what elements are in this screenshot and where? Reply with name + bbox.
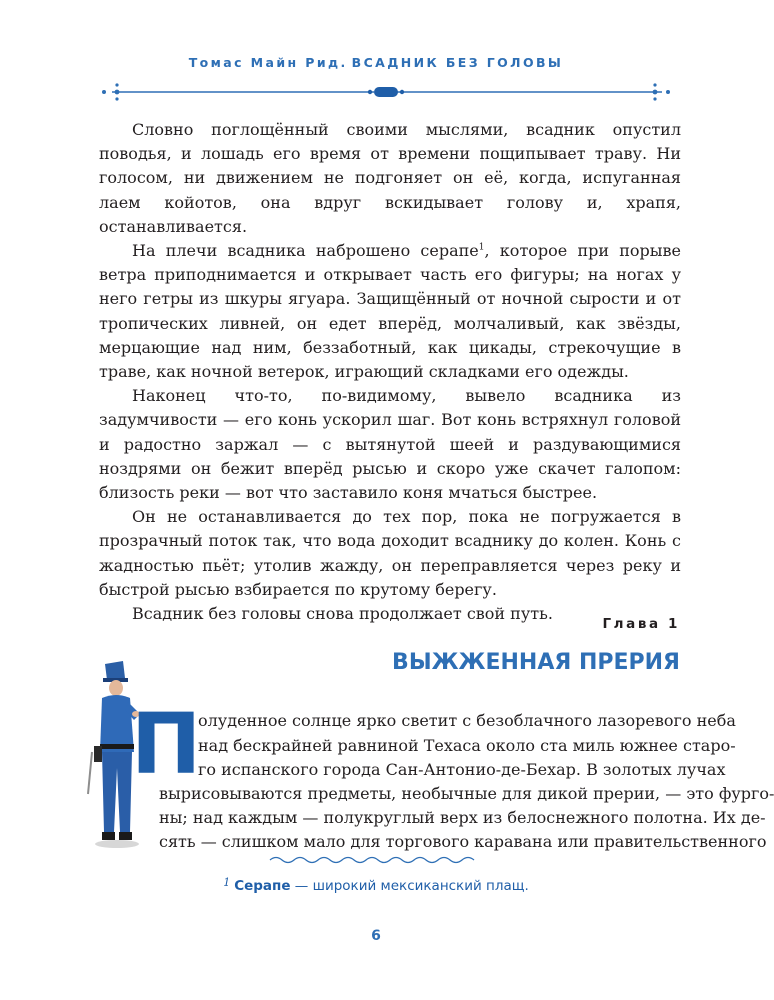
- body-text: [99, 118, 681, 626]
- footnote-number: 1: [223, 876, 231, 889]
- chapter-text-line: сять — слишком мало для торгового каравана или правительственного: [159, 832, 767, 851]
- chapter-text-line: олуденное солнце ярко светит с безоблачного лазоревого неба: [198, 711, 736, 730]
- footnote: [0, 876, 752, 894]
- footnote-text: — широкий мексиканский плащ.: [290, 878, 529, 894]
- footnote-wave-divider: [268, 853, 478, 867]
- footnote-marker[interactable]: 1: [478, 242, 485, 253]
- chapter-text-line: ны; над каждым — полукруглый верх из белоснежного полотна. Их де-: [159, 808, 766, 827]
- running-header: Томас Майн Рид. ВСАДНИК БЕЗ ГОЛОВЫ: [188, 55, 564, 70]
- chapter-text-line: вырисовываются предметы, необычные для дикой прерии, — это фурго-: [159, 784, 774, 803]
- header-author: Томас Майн Рид: [188, 55, 341, 70]
- paragraph: Всадник без головы снова продолжает свой путь.: [132, 604, 553, 624]
- footnote-term: Серапе: [234, 878, 291, 894]
- chapter-text-line: го испанского города Сан-Антонио-де-Бехар. В золотых лучах: [198, 760, 726, 779]
- paragraph: Словно поглощённый своими мыслями, всадник опустил поводья, и лошадь его время от времени пощипывает траву. Ни голосом, ни движением не подгоняет он её, когда, испуганная лаем койотов, она вдруг вскидывает голову и, храпя, останавливается.: [99, 120, 681, 236]
- chapter-label: Глава 1: [602, 616, 680, 632]
- paragraph-with-footnote: На плечи всадника наброшено серапе$^1$, которое при порыве ветра приподнимается и открывает часть его фигуры; на ногах у него гетры из шкуры ягуара. Защищённый от ночной сырости и от тропических ливней, он едет вперёд, молчаливый, как звёзды, мерцающие над ним, беззаботный, как цикады, стрекочущие в траве, как ночной ветерок, играющий складками его одежды.: [99, 241, 682, 382]
- chapter-title: ВЫЖЖЕННАЯ ПРЕРИЯ: [392, 650, 680, 675]
- chapter-text-line: над бескрайней равниной Техаса около ста миль южнее старо-: [198, 736, 736, 755]
- drop-cap: П: [131, 695, 202, 793]
- header-book-title: ВСАДНИК БЕЗ ГОЛОВЫ: [351, 55, 564, 70]
- paragraph: Наконец что-то, по-видимому, вывело всадника из задумчивости — его конь ускорил шаг. Вот конь встряхнул головой и радостно заржал — с вытянутой шеей и раздувающимися ноздрями он бежит вперёд рысью и скоро уже скачет галопом: близость реки — вот что заставило коня мчаться быстрее.: [99, 386, 681, 503]
- header-ornament: [0, 80, 752, 104]
- paragraph: Он не останавливается до тех пор, пока не погружается в прозрачный поток так, что вода доходит всаднику до колен. Конь с жадностью пьёт; утолив жажду, он переправляется через реку и быстрой рысью взбирается по крутому берегу.: [99, 507, 681, 599]
- page-number: 6: [371, 928, 381, 944]
